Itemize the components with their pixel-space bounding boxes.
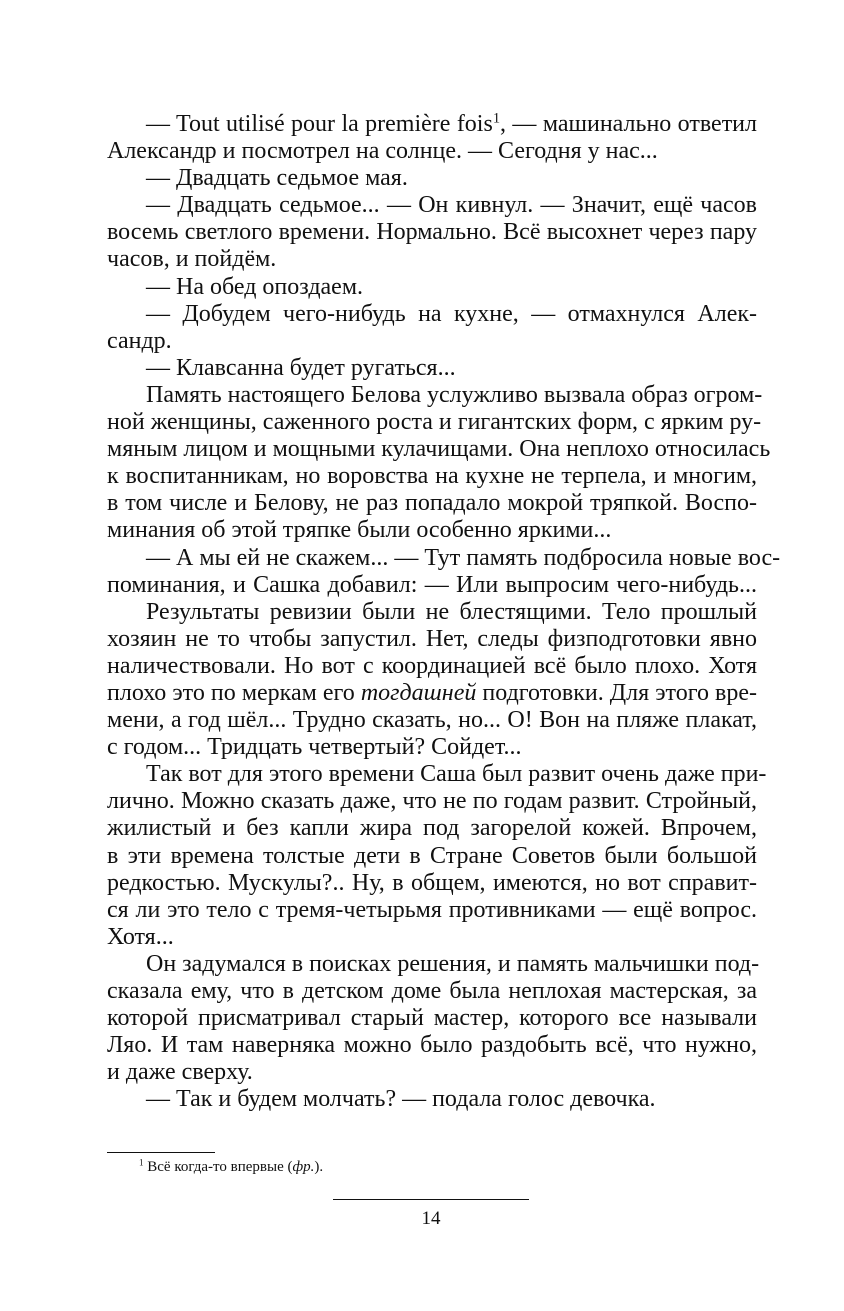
text-line-32: Он задумался в поисках решения, и память мальчишки под-: [146, 950, 760, 977]
footer-divider: [333, 1199, 529, 1200]
footnote: $^1$ Всё когда-то впервые (фр.).: [139, 1157, 324, 1175]
text-line-24: с годом... Тридцать четвертый? Сойдет...: [107, 734, 522, 761]
text-line-3: — Двадцать седьмое мая.: [146, 165, 408, 192]
text-line-21: наличествовали. Но вот с координацией всё было плохо. Хотя: [107, 652, 757, 679]
text-line-20: хозяин не то чтобы запустил. Нет, следы физподготовки явно: [107, 625, 757, 652]
body-text: [107, 110, 781, 1113]
text-line-9: сандр.: [107, 327, 172, 354]
text-line-5: восемь светлого времени. Нормально. Всё высохнет через пару: [107, 219, 757, 246]
footnote-marker: 1: [139, 1157, 144, 1168]
text-line-1: — Tout utilisé pour la première fois$^1$, — машинально ответил: [146, 110, 757, 137]
text-line-17: — А мы ей не скажем... — Тут память подбросила новые вос-: [146, 544, 781, 571]
text-line-11: Память настоящего Белова услужливо вызвала образ огром-: [146, 381, 763, 408]
text-line-25: Так вот для этого времени Саша был развит очень даже при-: [146, 761, 767, 788]
text-line-26: лично. Можно сказать даже, что не по годам развит. Стройный,: [107, 788, 757, 815]
italic-emphasis: тогдашней: [360, 679, 477, 706]
text-line-13: мяным лицом и мощными кулачищами. Она неплохо относилась: [107, 436, 771, 463]
text-line-10: — Клавсанна будет ругаться...: [146, 354, 456, 381]
text-line-34: которой присматривал старый мастер, которого все называли: [107, 1005, 757, 1032]
text-line-15: в том числе и Белову, не раз попадало мокрой тряпкой. Воспо-: [107, 490, 757, 517]
text-line-19: Результаты ревизии были не блестящими. Тело прошлый: [146, 598, 757, 625]
text-line-35: Ляо. И там наверняка можно было раздобыть всё, что нужно,: [107, 1032, 757, 1059]
text-line-36: и даже сверху.: [107, 1059, 253, 1086]
text-line-33: сказала ему, что в детском доме была неплохая мастерская, за: [107, 978, 757, 1004]
text-line-23: мени, а год шёл... Трудно сказать, но... О! Вон на пляже плакат,: [107, 707, 757, 734]
text-line-14: к воспитанникам, но воровства на кухне не терпела, и многим,: [107, 463, 757, 490]
text-line-18: поминания, и Сашка добавил: — Или выпросим чего-нибудь...: [107, 571, 757, 598]
text-line-30: ся ли это тело с тремя-четырьмя противниками — ещё вопрос.: [107, 896, 757, 923]
text-line-12: ной женщины, саженного роста и гигантских форм, с ярким ру-: [107, 409, 762, 436]
text-line-37: — Так и будем молчать? — подала голос девочка.: [146, 1086, 656, 1113]
footnote-reference: 1: [492, 110, 501, 127]
text-line-6: часов, и пойдём.: [107, 246, 277, 273]
page-number: 14: [421, 1208, 441, 1229]
text-line-31: Хотя...: [107, 923, 174, 950]
footnote-divider: [107, 1152, 215, 1153]
text-line-16: минания об этой тряпке были особенно яркими...: [107, 517, 612, 544]
text-line-28: в эти времена толстые дети в Стране Советов были большой: [107, 842, 757, 869]
text-line-4: — Двадцать седьмое... — Он кивнул. — Значит, ещё часов: [146, 192, 757, 219]
text-line-22: плохо это по меркам его тогдашней подготовки. Для этого вре-: [107, 679, 758, 706]
text-line-29: редкостью. Мускулы?.. Ну, в общем, имеются, но вот справит-: [107, 869, 757, 896]
text-line-27: жилистый и без капли жира под загорелой кожей. Впрочем,: [107, 815, 757, 842]
footnote-italic: фр.: [292, 1159, 315, 1175]
text-line-7: — На обед опоздаем.: [146, 273, 364, 300]
text-line-2: Александр и посмотрел на солнце. — Сегодня у нас...: [107, 138, 658, 165]
text-line-8: — Добудем чего-нибудь на кухне, — отмахнулся Алек-: [146, 300, 757, 327]
